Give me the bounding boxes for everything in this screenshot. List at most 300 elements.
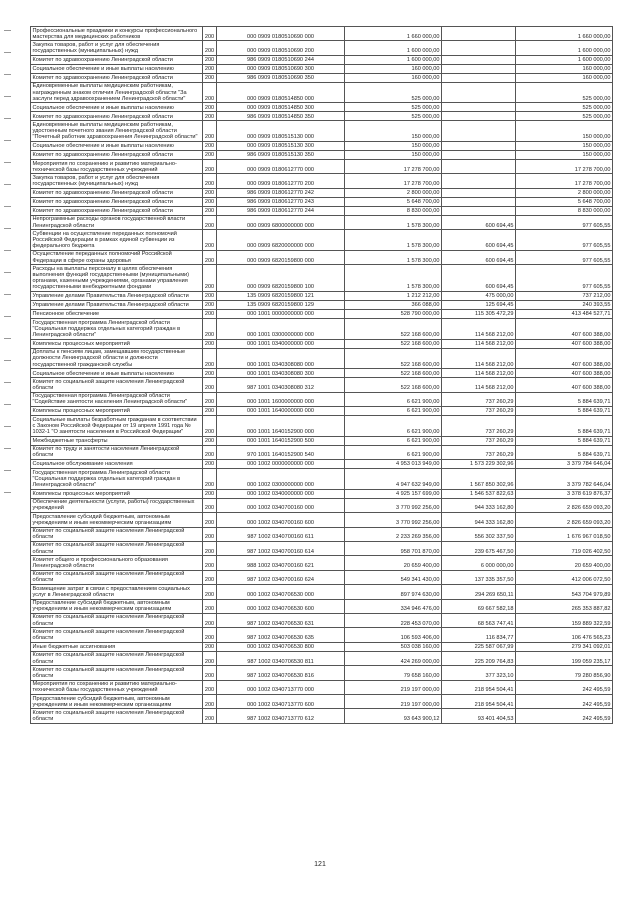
row-name: Комплексы процессных мероприятий xyxy=(31,489,203,498)
row-code: 200 xyxy=(203,378,217,392)
row-name: Социальное обеспечение и иные выплаты населению xyxy=(31,142,203,151)
row-executed xyxy=(442,160,516,174)
row-executed xyxy=(442,27,516,41)
row-kbk: 000 0909 6820159800 100 xyxy=(217,265,345,292)
row-remaining: 3 379 782 646,04 xyxy=(516,469,613,490)
row-approved: 1 600 000,00 xyxy=(345,55,442,64)
row-code: 200 xyxy=(203,695,217,709)
row-name: Управление делами Правительства Ленинградской области xyxy=(31,301,203,310)
row-approved: 17 278 700,00 xyxy=(345,174,442,188)
table-row xyxy=(31,651,613,665)
budget-table xyxy=(30,26,613,724)
row-remaining: 407 600 388,00 xyxy=(516,339,613,348)
row-remaining: 977 605,55 xyxy=(516,265,613,292)
row-remaining: 977 605,55 xyxy=(516,250,613,264)
table-row xyxy=(31,498,613,512)
row-kbk: 000 0909 0180510690 300 xyxy=(217,64,345,73)
row-remaining: 106 476 565,23 xyxy=(516,628,613,642)
table-row xyxy=(31,570,613,584)
edge-tick xyxy=(4,74,11,75)
edge-tick xyxy=(4,52,11,53)
row-remaining: 413 484 527,71 xyxy=(516,310,613,319)
row-kbk: 986 0909 0180612770 244 xyxy=(217,206,345,215)
row-code: 200 xyxy=(203,680,217,694)
row-name: Комитет по труду и занятости населения Ленинградской области xyxy=(31,445,203,459)
row-approved: 1 578 300,00 xyxy=(345,265,442,292)
row-executed: 114 568 212,00 xyxy=(442,319,516,340)
table-row xyxy=(31,527,613,541)
row-code: 200 xyxy=(203,489,217,498)
row-kbk: 986 0909 0180514850 350 xyxy=(217,112,345,121)
table-row xyxy=(31,369,613,378)
row-kbk: 000 1001 1600000000 000 xyxy=(217,392,345,406)
row-executed: 68 563 747,41 xyxy=(442,613,516,627)
row-remaining: 160 000,00 xyxy=(516,64,613,73)
row-executed xyxy=(442,64,516,73)
row-executed: 6 000 000,00 xyxy=(442,556,516,570)
row-kbk: 000 0909 0180612770 200 xyxy=(217,174,345,188)
edge-tick xyxy=(4,404,11,405)
row-kbk: 000 1001 1640152900 000 xyxy=(217,416,345,437)
row-name: Комитет по здравоохранению Ленинградской области xyxy=(31,112,203,121)
row-executed: 137 335 357,50 xyxy=(442,570,516,584)
row-kbk: 987 1002 0340700160 624 xyxy=(217,570,345,584)
row-code: 200 xyxy=(203,188,217,197)
row-executed: 218 954 504,41 xyxy=(442,695,516,709)
row-executed: 944 333 162,80 xyxy=(442,513,516,527)
edge-tick xyxy=(4,272,11,273)
row-remaining: 407 600 388,00 xyxy=(516,378,613,392)
row-executed xyxy=(442,197,516,206)
row-executed: 556 302 337,50 xyxy=(442,527,516,541)
row-code: 200 xyxy=(203,628,217,642)
row-approved: 522 168 600,00 xyxy=(345,339,442,348)
row-remaining: 407 600 388,00 xyxy=(516,319,613,340)
row-code: 200 xyxy=(203,206,217,215)
table-row xyxy=(31,250,613,264)
table-row xyxy=(31,215,613,229)
row-executed xyxy=(442,55,516,64)
row-approved: 525 000,00 xyxy=(345,112,442,121)
row-executed xyxy=(442,73,516,82)
row-kbk: 000 0909 0180510690 200 xyxy=(217,41,345,55)
row-executed: 737 260,29 xyxy=(442,407,516,416)
table-row xyxy=(31,73,613,82)
row-code: 200 xyxy=(203,265,217,292)
row-approved: 522 168 600,00 xyxy=(345,319,442,340)
row-approved: 1 578 300,00 xyxy=(345,250,442,264)
row-code: 200 xyxy=(203,642,217,651)
row-name: Предоставление субсидий бюджетным, автономным учреждениям и иным некоммерческим организациям xyxy=(31,695,203,709)
row-kbk: 000 1002 0340706530 000 xyxy=(217,585,345,599)
row-name: Межбюджетные трансферты xyxy=(31,436,203,445)
row-kbk: 970 1001 1640152900 540 xyxy=(217,445,345,459)
row-remaining: 407 600 388,00 xyxy=(516,348,613,369)
row-code: 200 xyxy=(203,651,217,665)
row-executed: 600 694,45 xyxy=(442,215,516,229)
table-row xyxy=(31,378,613,392)
edge-tick xyxy=(4,206,11,207)
row-approved: 958 701 870,00 xyxy=(345,541,442,555)
table-row xyxy=(31,55,613,64)
row-executed: 69 667 582,18 xyxy=(442,599,516,613)
row-executed: 115 305 472,29 xyxy=(442,310,516,319)
table-row xyxy=(31,142,613,151)
row-approved: 522 168 600,00 xyxy=(345,378,442,392)
row-kbk: 000 1002 0340713770 600 xyxy=(217,695,345,709)
row-code: 200 xyxy=(203,407,217,416)
row-executed: 114 568 212,00 xyxy=(442,348,516,369)
table-row xyxy=(31,160,613,174)
table-row xyxy=(31,469,613,490)
edge-tick xyxy=(4,294,11,295)
row-name: Комитет по социальной защите населения Ленинградской области xyxy=(31,570,203,584)
row-kbk: 000 1002 0340000000 000 xyxy=(217,489,345,498)
row-name: Социальные выплаты безработным гражданам в соответствии с Законом Российской Федерации от 19 апреля 1991 года № 1032-1 "О занятости населения в Российской Федерации" xyxy=(31,416,203,437)
row-remaining: 3 379 784 646,04 xyxy=(516,460,613,469)
edge-tick xyxy=(4,426,11,427)
row-executed: 218 954 504,41 xyxy=(442,680,516,694)
row-name: Комитет по здравоохранению Ленинградской области xyxy=(31,73,203,82)
row-remaining: 525 000,00 xyxy=(516,112,613,121)
row-executed: 600 694,45 xyxy=(442,250,516,264)
row-remaining: 79 280 856,90 xyxy=(516,666,613,680)
table-row xyxy=(31,599,613,613)
row-executed: 225 587 067,99 xyxy=(442,642,516,651)
row-remaining: 719 026 402,50 xyxy=(516,541,613,555)
table-row xyxy=(31,436,613,445)
table-row xyxy=(31,310,613,319)
edge-tick xyxy=(4,30,11,31)
row-name: Комплексы процессных мероприятий xyxy=(31,407,203,416)
row-kbk: 986 0909 0180510690 244 xyxy=(217,55,345,64)
table-row xyxy=(31,82,613,103)
row-remaining: 150 000,00 xyxy=(516,121,613,142)
row-executed: 600 694,45 xyxy=(442,265,516,292)
row-name: Комитет по здравоохранению Ленинградской области xyxy=(31,206,203,215)
row-remaining: 1 600 000,00 xyxy=(516,55,613,64)
table-row xyxy=(31,613,613,627)
row-approved: 219 197 000,00 xyxy=(345,695,442,709)
edge-tick xyxy=(4,448,11,449)
row-name: Комитет по социальной защите населения Ленинградской области xyxy=(31,527,203,541)
row-name: Предоставление субсидий бюджетным, автономным учреждениям и иным некоммерческим организациям xyxy=(31,599,203,613)
row-remaining: 1 676 967 018,50 xyxy=(516,527,613,541)
row-approved: 20 659 400,00 xyxy=(345,556,442,570)
row-code: 200 xyxy=(203,541,217,555)
row-remaining: 240 393,55 xyxy=(516,301,613,310)
row-code: 200 xyxy=(203,585,217,599)
table-row xyxy=(31,556,613,570)
row-executed: 1 573 229 302,96 xyxy=(442,460,516,469)
row-approved: 1 578 300,00 xyxy=(345,215,442,229)
row-code: 200 xyxy=(203,319,217,340)
table-row xyxy=(31,112,613,121)
table-row xyxy=(31,206,613,215)
row-name: Социальное обслуживание населения xyxy=(31,460,203,469)
row-executed xyxy=(442,41,516,55)
row-kbk: 000 0909 0180515130 000 xyxy=(217,121,345,142)
row-code: 200 xyxy=(203,292,217,301)
row-name: Комитет по здравоохранению Ленинградской области xyxy=(31,151,203,160)
row-name: Социальное обеспечение и иные выплаты населению xyxy=(31,369,203,378)
table-row xyxy=(31,197,613,206)
row-approved: 503 038 160,00 xyxy=(345,642,442,651)
row-approved: 4 947 632 949,00 xyxy=(345,469,442,490)
row-executed: 1 546 537 822,63 xyxy=(442,489,516,498)
row-remaining: 17 278 700,00 xyxy=(516,174,613,188)
edge-tick xyxy=(4,492,11,493)
row-remaining: 17 278 700,00 xyxy=(516,160,613,174)
row-kbk: 987 1002 0340706530 811 xyxy=(217,651,345,665)
row-approved: 366 088,00 xyxy=(345,301,442,310)
row-name: Расходы на выплаты персоналу в целях обеспечения выполнения функций государственными (муниципальными) органами, казенными учреждениями, органами управления государственными внебюджетными фондами xyxy=(31,265,203,292)
page-number: 121 xyxy=(314,861,326,868)
row-code: 200 xyxy=(203,556,217,570)
row-code: 200 xyxy=(203,666,217,680)
row-name: Мероприятия по сохранению и развитию материально-технической базы государственных учреждений xyxy=(31,160,203,174)
row-remaining: 3 378 619 876,37 xyxy=(516,489,613,498)
row-executed: 475 000,00 xyxy=(442,292,516,301)
row-remaining: 242 495,59 xyxy=(516,695,613,709)
edge-tick xyxy=(4,338,11,339)
row-executed: 737 260,29 xyxy=(442,392,516,406)
row-executed: 737 260,29 xyxy=(442,436,516,445)
row-executed xyxy=(442,206,516,215)
row-approved: 3 770 992 256,00 xyxy=(345,498,442,512)
row-remaining: 1 660 000,00 xyxy=(516,27,613,41)
row-remaining: 242 495,59 xyxy=(516,709,613,723)
row-remaining: 543 704 979,89 xyxy=(516,585,613,599)
row-kbk: 986 0909 0180515130 350 xyxy=(217,151,345,160)
row-executed xyxy=(442,188,516,197)
table-row xyxy=(31,103,613,112)
row-remaining: 159 889 322,59 xyxy=(516,613,613,627)
row-kbk: 000 1001 0340308080 300 xyxy=(217,369,345,378)
row-kbk: 987 1002 0340713770 612 xyxy=(217,709,345,723)
row-executed: 737 260,29 xyxy=(442,445,516,459)
row-code: 200 xyxy=(203,599,217,613)
row-code: 200 xyxy=(203,392,217,406)
row-approved: 2 233 269 356,00 xyxy=(345,527,442,541)
row-kbk: 000 1002 0340700160 000 xyxy=(217,498,345,512)
row-code: 200 xyxy=(203,197,217,206)
binding-edge-marks xyxy=(4,30,14,510)
table-row xyxy=(31,151,613,160)
table-row xyxy=(31,301,613,310)
row-executed: 1 567 850 302,96 xyxy=(442,469,516,490)
row-approved: 93 643 900,12 xyxy=(345,709,442,723)
edge-tick xyxy=(4,140,11,141)
table-row xyxy=(31,642,613,651)
row-approved: 160 000,00 xyxy=(345,73,442,82)
edge-tick xyxy=(4,184,11,185)
row-name: Комитет по социальной защите населения Ленинградской области xyxy=(31,628,203,642)
row-remaining: 265 353 887,82 xyxy=(516,599,613,613)
row-code: 200 xyxy=(203,151,217,160)
row-approved: 1 600 000,00 xyxy=(345,41,442,55)
row-kbk: 000 0909 6820159800 000 xyxy=(217,250,345,264)
row-kbk: 987 1002 0340706530 631 xyxy=(217,613,345,627)
row-executed: 125 694,45 xyxy=(442,301,516,310)
row-executed: 294 269 650,11 xyxy=(442,585,516,599)
row-code: 200 xyxy=(203,310,217,319)
row-code: 200 xyxy=(203,301,217,310)
edge-tick xyxy=(4,118,11,119)
row-executed: 114 568 212,00 xyxy=(442,378,516,392)
row-approved: 4 925 157 699,00 xyxy=(345,489,442,498)
row-code: 200 xyxy=(203,460,217,469)
row-kbk: 000 1001 0000000000 000 xyxy=(217,310,345,319)
table-row xyxy=(31,407,613,416)
table-row xyxy=(31,27,613,41)
edge-tick xyxy=(4,316,11,317)
row-kbk: 000 1001 0340308080 000 xyxy=(217,348,345,369)
row-kbk: 000 0909 0180612770 000 xyxy=(217,160,345,174)
row-name: Комитет по социальной защите населения Ленинградской области xyxy=(31,613,203,627)
row-remaining: 2 826 659 093,20 xyxy=(516,498,613,512)
row-name: Государственная программа Ленинградской области "Содействие занятости населения Ленинградской области" xyxy=(31,392,203,406)
row-executed: 377 323,10 xyxy=(442,666,516,680)
row-name: Комитет по здравоохранению Ленинградской области xyxy=(31,188,203,197)
row-code: 200 xyxy=(203,527,217,541)
row-name: Пенсионное обеспечение xyxy=(31,310,203,319)
row-approved: 522 168 600,00 xyxy=(345,348,442,369)
table-row xyxy=(31,174,613,188)
row-executed: 114 568 212,00 xyxy=(442,369,516,378)
row-code: 200 xyxy=(203,513,217,527)
row-kbk: 000 1002 0340713770 000 xyxy=(217,680,345,694)
row-remaining: 412 006 072,50 xyxy=(516,570,613,584)
row-code: 200 xyxy=(203,215,217,229)
row-approved: 6 621 900,00 xyxy=(345,445,442,459)
row-executed: 944 333 162,80 xyxy=(442,498,516,512)
row-approved: 897 974 630,00 xyxy=(345,585,442,599)
row-code: 200 xyxy=(203,41,217,55)
edge-tick xyxy=(4,360,11,361)
row-executed: 737 260,29 xyxy=(442,416,516,437)
row-code: 200 xyxy=(203,498,217,512)
row-remaining: 20 659 400,00 xyxy=(516,556,613,570)
table-row xyxy=(31,64,613,73)
edge-tick xyxy=(4,228,11,229)
row-remaining: 5 884 639,71 xyxy=(516,436,613,445)
row-approved: 6 621 900,00 xyxy=(345,416,442,437)
row-name: Комитет по здравоохранению Ленинградской области xyxy=(31,197,203,206)
row-name: Доплаты к пенсиям лицам, замещавшим государственные должности Ленинградской области и должности государственной гражданской службы xyxy=(31,348,203,369)
row-name: Социальное обеспечение и иные выплаты населению xyxy=(31,64,203,73)
row-approved: 525 000,00 xyxy=(345,103,442,112)
row-kbk: 000 1002 0340706530 600 xyxy=(217,599,345,613)
row-approved: 525 000,00 xyxy=(345,82,442,103)
row-executed: 116 834,77 xyxy=(442,628,516,642)
row-approved: 150 000,00 xyxy=(345,151,442,160)
row-code: 200 xyxy=(203,82,217,103)
row-kbk: 000 0909 0180514850 000 xyxy=(217,82,345,103)
row-kbk: 135 0909 6820159800 129 xyxy=(217,301,345,310)
row-name: Непрограммные расходы органов государственной власти Ленинградской области xyxy=(31,215,203,229)
table-row xyxy=(31,121,613,142)
table-row xyxy=(31,680,613,694)
row-remaining: 5 648 700,00 xyxy=(516,197,613,206)
row-remaining: 5 884 639,71 xyxy=(516,392,613,406)
row-code: 200 xyxy=(203,112,217,121)
row-kbk: 000 0909 6820000000 000 xyxy=(217,230,345,251)
row-name: Мероприятия по сохранению и развитию материально-технической базы государственных учреждений xyxy=(31,680,203,694)
row-name: Комитет общего и профессионального образования Ленинградской области xyxy=(31,556,203,570)
table-row xyxy=(31,41,613,55)
row-remaining: 977 605,55 xyxy=(516,230,613,251)
row-kbk: 000 1001 1640000000 000 xyxy=(217,407,345,416)
table-row xyxy=(31,265,613,292)
table-row xyxy=(31,230,613,251)
row-remaining: 150 000,00 xyxy=(516,151,613,160)
row-approved: 228 453 070,00 xyxy=(345,613,442,627)
row-name: Единовременные выплаты медицинским работникам, награжденным знаком отличия Ленинградской области "За заслуги перед здравоохранением Ленинградской области" xyxy=(31,82,203,103)
row-name: Комитет по социальной защите населения Ленинградской области xyxy=(31,378,203,392)
row-approved: 8 830 000,00 xyxy=(345,206,442,215)
row-remaining: 150 000,00 xyxy=(516,142,613,151)
row-kbk: 987 1002 0340700160 611 xyxy=(217,527,345,541)
table-row xyxy=(31,319,613,340)
row-executed: 93 401 404,53 xyxy=(442,709,516,723)
row-approved: 160 000,00 xyxy=(345,64,442,73)
row-kbk: 000 1002 0000000000 000 xyxy=(217,460,345,469)
row-executed: 239 675 467,50 xyxy=(442,541,516,555)
row-name: Комитет по здравоохранению Ленинградской области xyxy=(31,55,203,64)
row-name: Комитет по социальной защите населения Ленинградской области xyxy=(31,709,203,723)
row-remaining: 160 000,00 xyxy=(516,73,613,82)
row-executed xyxy=(442,121,516,142)
row-name: Осуществление переданных полномочий Российской Федерации в сфере охраны здоровья xyxy=(31,250,203,264)
edge-tick xyxy=(4,382,11,383)
row-approved: 334 946 476,00 xyxy=(345,599,442,613)
table-row xyxy=(31,416,613,437)
row-code: 200 xyxy=(203,121,217,142)
row-code: 200 xyxy=(203,160,217,174)
row-kbk: 000 0909 0180515130 300 xyxy=(217,142,345,151)
row-remaining: 8 830 000,00 xyxy=(516,206,613,215)
row-kbk: 000 1001 1640152900 500 xyxy=(217,436,345,445)
row-kbk: 987 1001 0340308080 312 xyxy=(217,378,345,392)
row-approved: 79 658 160,00 xyxy=(345,666,442,680)
row-kbk: 000 1002 0300000000 000 xyxy=(217,469,345,490)
row-approved: 3 770 992 256,00 xyxy=(345,513,442,527)
row-remaining: 407 600 388,00 xyxy=(516,369,613,378)
row-kbk: 987 1002 0340706530 816 xyxy=(217,666,345,680)
row-code: 200 xyxy=(203,469,217,490)
row-remaining: 5 884 639,71 xyxy=(516,416,613,437)
row-name: Субвенции на осуществление переданных полномочий Российской Федерации в рамках единой субвенции из федерального бюджета xyxy=(31,230,203,251)
row-approved: 106 593 406,00 xyxy=(345,628,442,642)
table-row xyxy=(31,188,613,197)
edge-tick xyxy=(4,162,11,163)
row-code: 200 xyxy=(203,369,217,378)
row-approved: 4 953 013 949,00 xyxy=(345,460,442,469)
table-row xyxy=(31,585,613,599)
row-name: Государственная программа Ленинградской области "Социальная поддержка отдельных категорий граждан в Ленинградской области" xyxy=(31,469,203,490)
row-approved: 150 000,00 xyxy=(345,142,442,151)
row-approved: 6 621 900,00 xyxy=(345,407,442,416)
row-remaining: 242 495,59 xyxy=(516,680,613,694)
table-row xyxy=(31,392,613,406)
row-remaining: 1 600 000,00 xyxy=(516,41,613,55)
row-code: 200 xyxy=(203,55,217,64)
row-code: 200 xyxy=(203,27,217,41)
row-kbk: 000 1002 0340706530 800 xyxy=(217,642,345,651)
edge-tick xyxy=(4,250,11,251)
row-remaining: 199 059 235,17 xyxy=(516,651,613,665)
